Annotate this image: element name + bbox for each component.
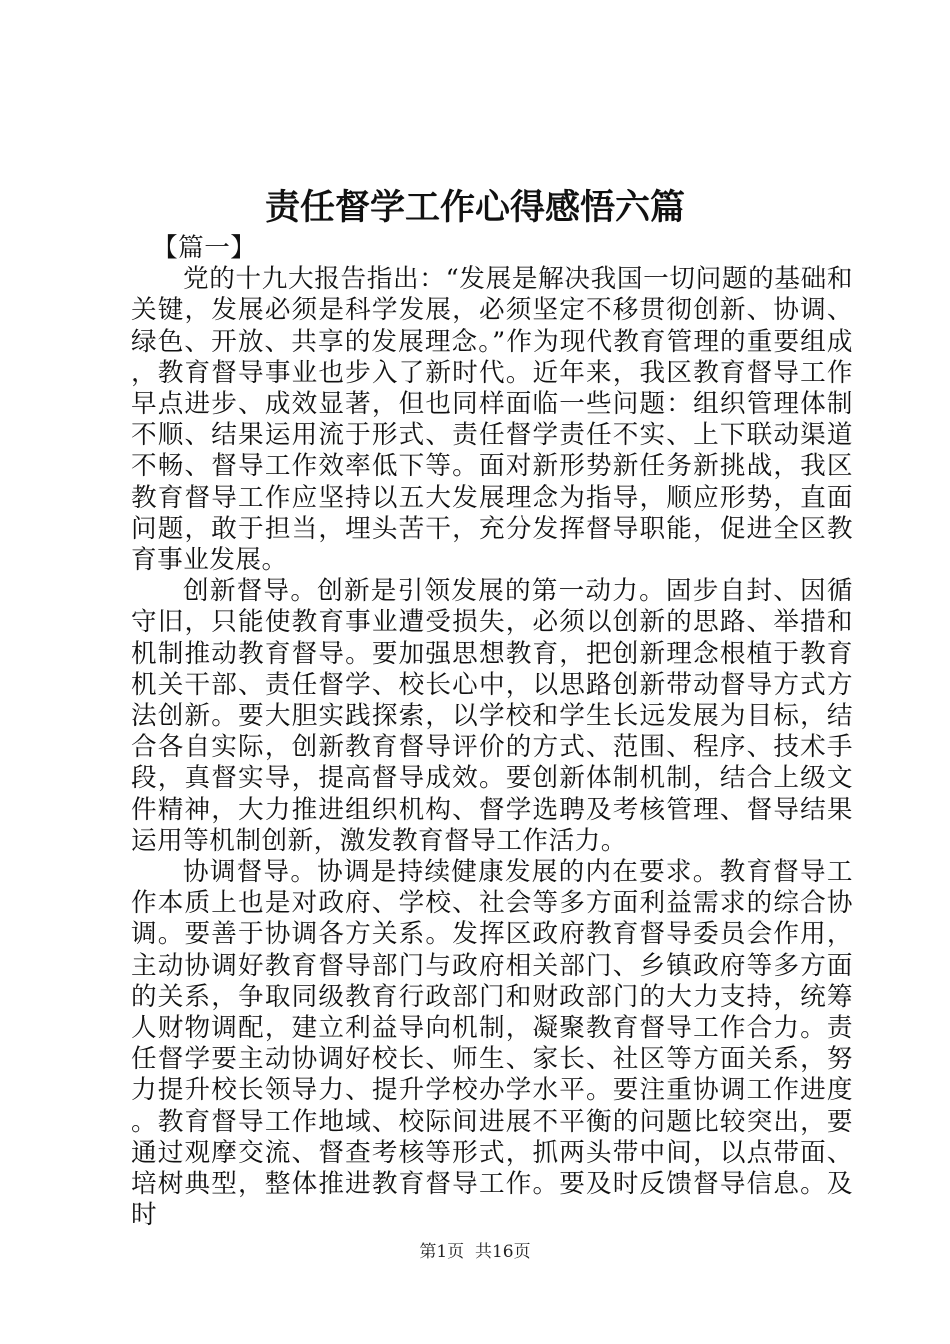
paragraph-coordination: 协调督导。协调是持续健康发展的内在要求。教育督导工作本质上也是对政府、学校、社会等多方面利益需求的综合协调。要善于协调各方关系。发挥区政府教育督导委员会作用，主动协调好教育督导部门与政府相关部门、乡镇政府等多方面的关系，争取同级教育行政部门和财政部门的大力支持，统筹人财物调配，建立利益导向机制，凝聚教育督导工作合力。责任督学要主动协调好校长、师生、家长、社区等方面关系，努力提升校长领导力、提升学校办学水平。要注重协调工作进度。教育督导工作地域、校际间进展不平衡的问题比较突出，要通过观摩交流、督查考核等形式，抓两头带中间，以点带面、培树典型，整体推进教育督导工作。要及时反馈督导信息。及时 <box>131 857 853 1231</box>
paragraph-intro: 党的十九大报告指出：“发展是解决我国一切问题的基础和关键，发展必须是科学发展，必须坚定不移贯彻创新、协调、绿色、开放、共享的发展理念。”作为现代教育管理的重要组成，教育督导事业也步入了新时代。近年来，我区教育督导工作早点进步、成效显著，但也同样面临一些问题：组织管理体制不顺、结果运用流于形式、责任督学责任不实、上下联动渠道不畅、督导工作效率低下等。面对新形势新任务新挑战，我区教育督导工作应坚持以五大发展理念为指导，顺应形势，直面问题，敢于担当，埋头苦干，充分发挥督导职能，促进全区教育事业发展。 <box>131 264 853 576</box>
paragraph-innovation: 创新督导。创新是引领发展的第一动力。固步自封、因循守旧，只能使教育事业遭受损失，必须以创新的思路、举措和机制推动教育督导。要加强思想教育，把创新理念根植于教育机关干部、责任督学、校长心中，以思路创新带动督导方式方法创新。要大胆实践探索，以学校和学生长远发展为目标，结合各自实际，创新教育督导评价的方式、范围、程序、技术手段，真督实导，提高督导成效。要创新体制机制，结合上级文件精神，大力推进组织机构、督学选聘及考核管理、督导结果运用等机制创新，激发教育督导工作活力。 <box>131 576 853 856</box>
section-heading: 【篇一】 <box>152 233 257 263</box>
page-number-footer: 第1页 共16页 <box>419 1242 531 1262</box>
document-body <box>131 233 853 1232</box>
document-title: 责任督学工作心得感悟六篇 <box>264 187 685 228</box>
